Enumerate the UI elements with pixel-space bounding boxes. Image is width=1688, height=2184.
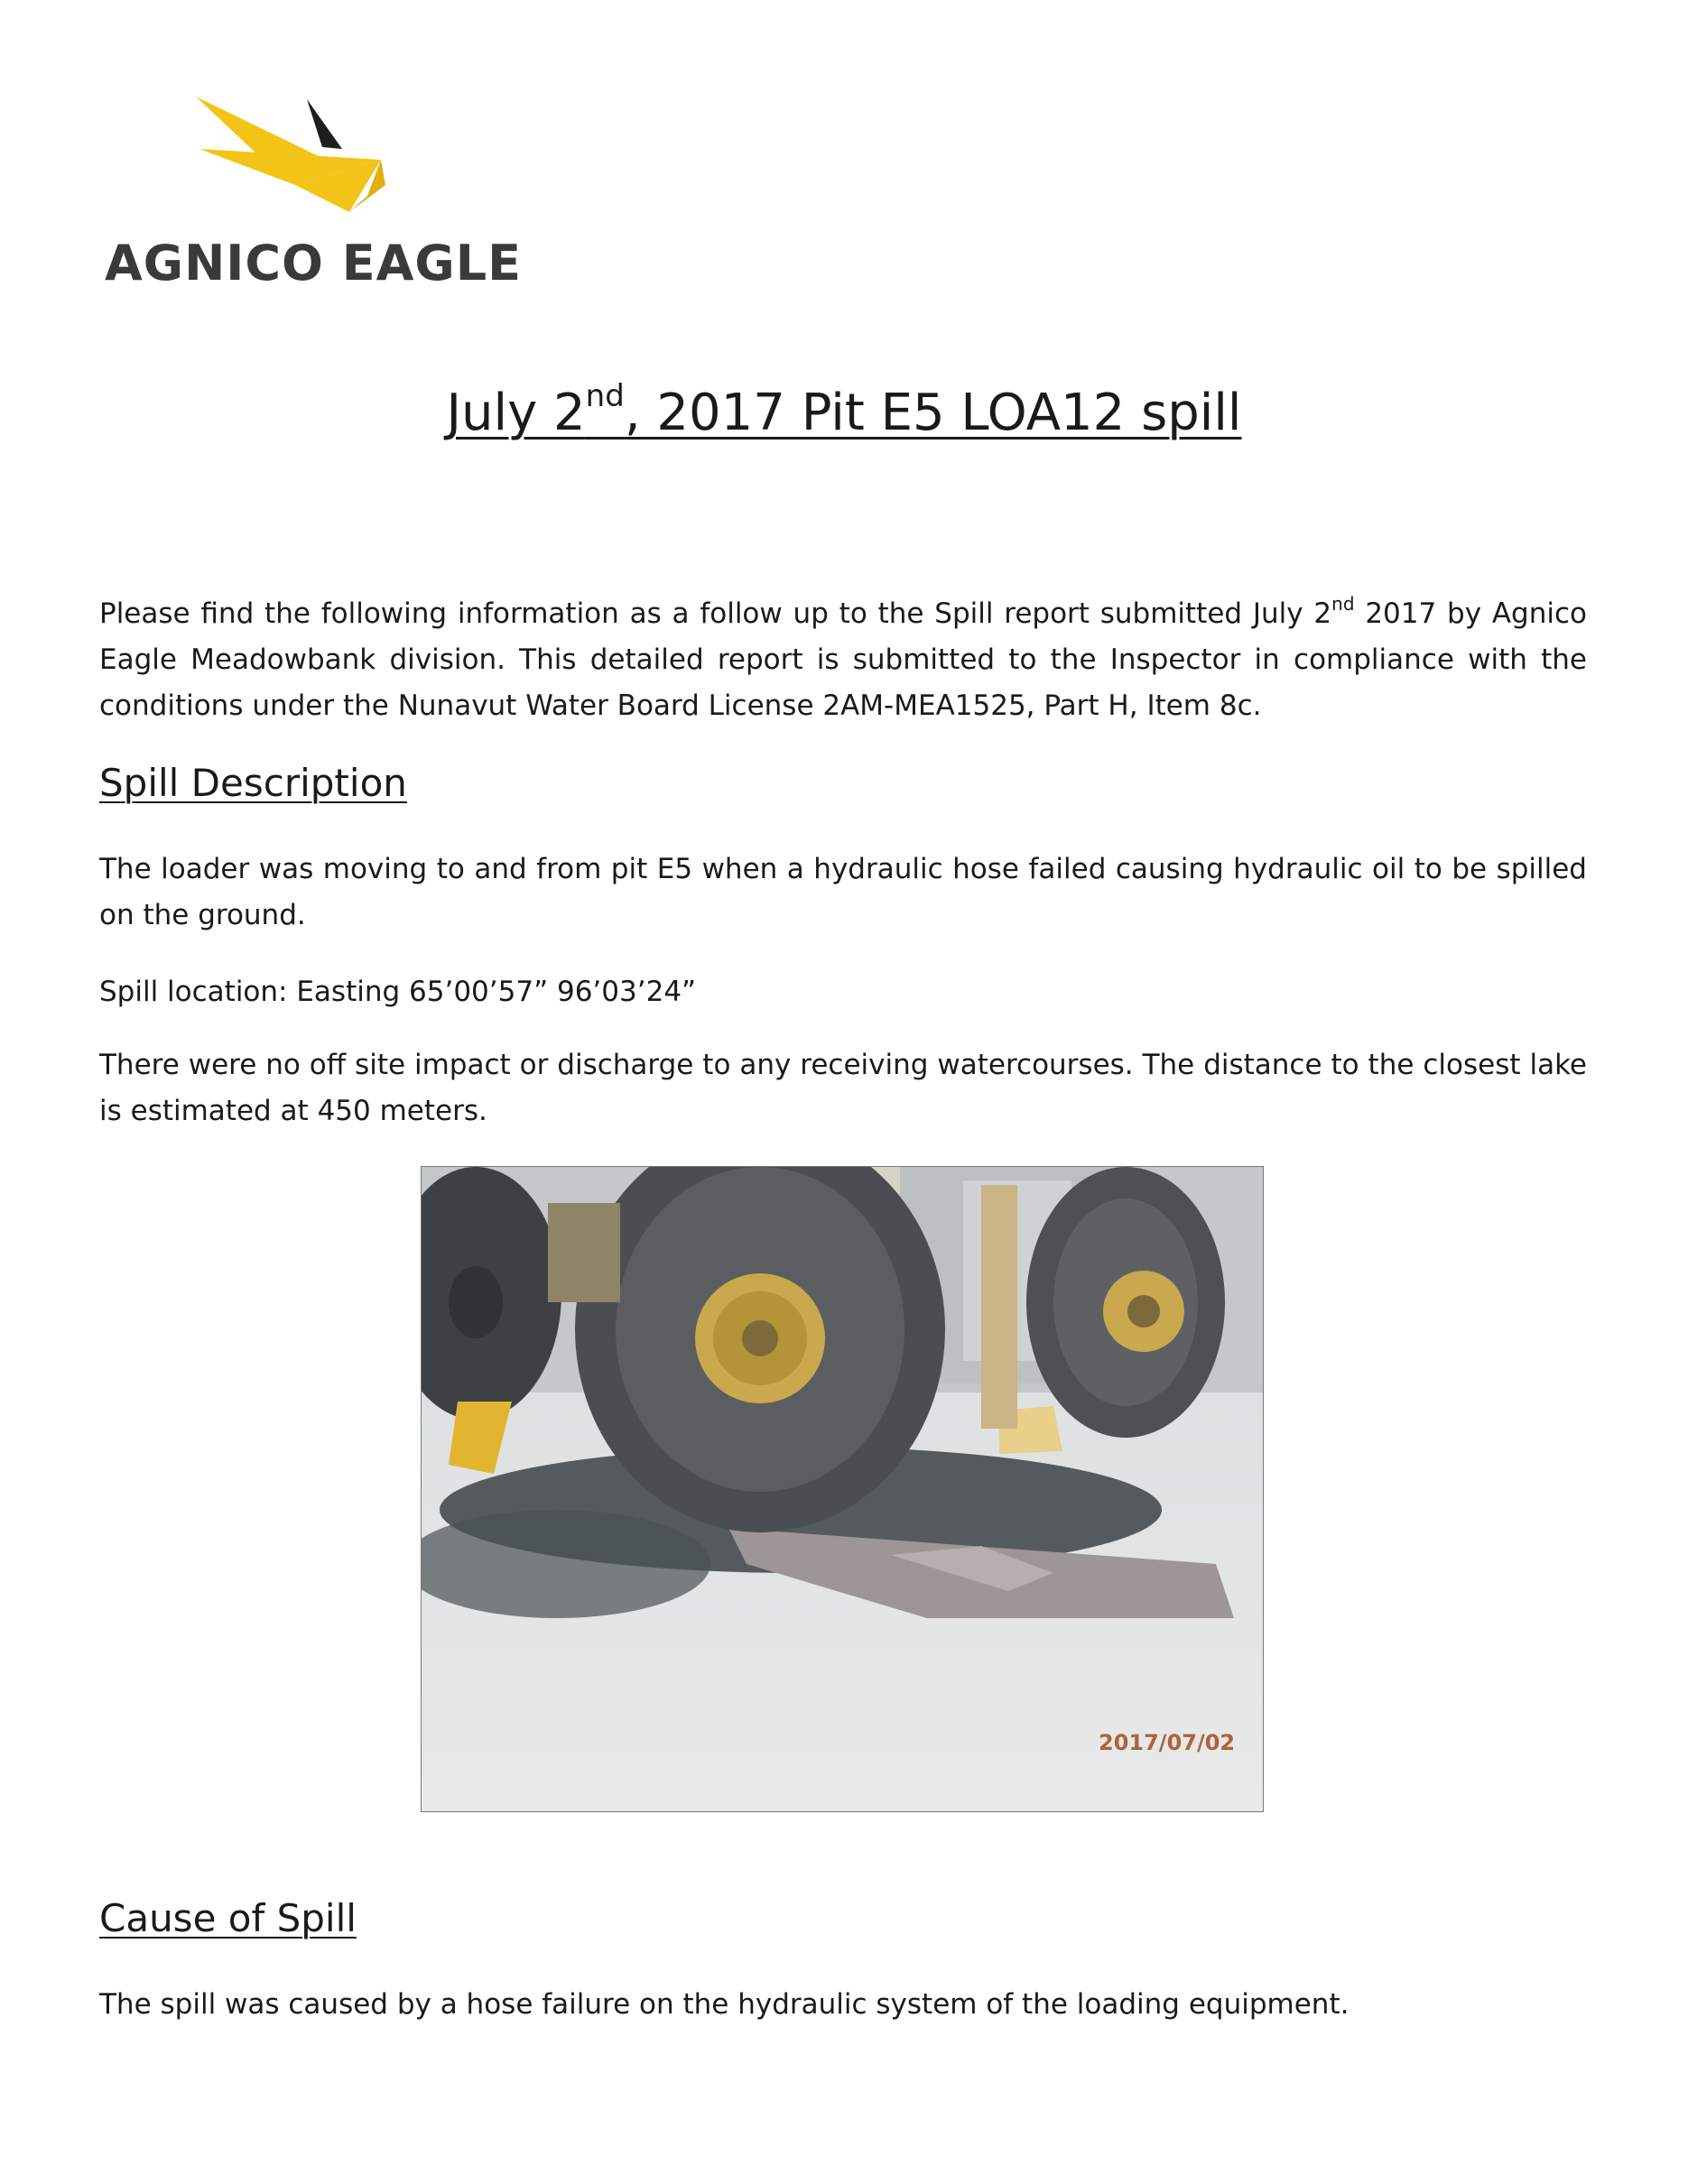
eagle-logo-icon [196,95,394,217]
loader-spill-image [422,1167,1263,1811]
intro-part2: 2017 by Agnico Eagle Meadowbank division. This detailed report is submitted to the Inspector in compliance with the conditions under the Nunavut Water Board License 2AM-MEA1525, Part H, Item 8c. [99,597,1587,722]
logo-wordmark: AGNICO EAGLE [105,235,523,292]
spill-description-paragraph: The loader was moving to and from pit E5 when a hydraulic hose failed causing hydraulic oil to be spilled on the ground. [99,853,1587,931]
spill-impact-paragraph: There were no off site impact or discharge to any receiving watercourses. The distance to the closest lake is estimated at 450 meters. [99,1049,1587,1127]
agnico-eagle-logo [101,95,523,298]
intro-sup: nd [1331,593,1355,615]
intro-part1: Please find the following information as a follow up to the Spill report submitted July 2 [99,597,1332,630]
title-suffix: , 2017 Pit E5 LOA12 spill [624,384,1242,442]
title-sup: nd [585,378,625,414]
title-prefix: July 2 [446,384,586,442]
spill-location-paragraph: Spill location: Easting 65’00’57” 96’03’24” [99,976,697,1008]
photo-date-stamp: 2017/07/02 [1099,1730,1236,1755]
spill-photo [421,1166,1264,1812]
cause-paragraph: The spill was caused by a hose failure on the hydraulic system of the loading equipment. [99,1988,1349,2021]
intro-paragraph [99,591,1587,729]
spill-description-heading: Spill Description [99,761,407,805]
cause-of-spill-heading: Cause of Spill [99,1896,357,1940]
page-title [0,378,1688,442]
